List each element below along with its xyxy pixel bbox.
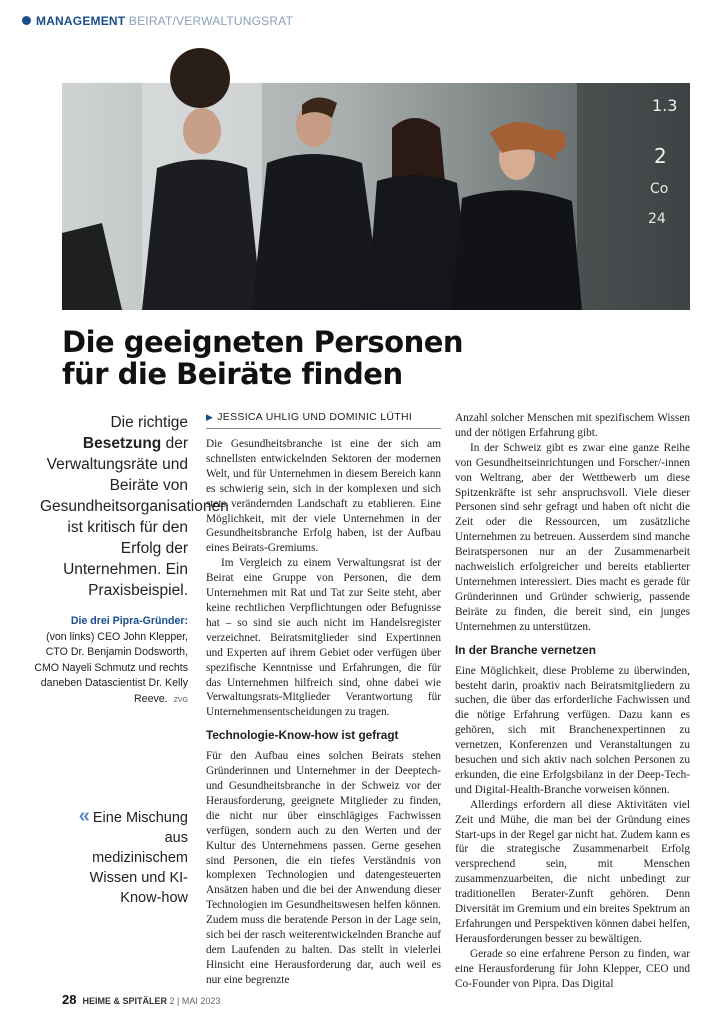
caption-credit: ZVG bbox=[173, 696, 188, 704]
text-column-1 bbox=[206, 437, 441, 986]
photo-caption bbox=[30, 614, 188, 708]
text-column-2 bbox=[455, 411, 690, 990]
magazine-name: HEIME & SPITÄLER bbox=[82, 996, 167, 1006]
subheading: Technologie-Know-how ist gefragt bbox=[206, 728, 399, 743]
board-text-2: 2 bbox=[654, 144, 667, 168]
lead-part-2: der Verwaltungsräte und Beiräte von Gesundheitsorganisationen ist kritisch für den Erfolg der Unternehmen. Ein Praxisbeispiel. bbox=[40, 435, 229, 599]
quote-text: Eine Mischung aus medizinischem Wissen und KI-Know-how bbox=[89, 810, 188, 906]
caption-title: Die drei Pipra-Gründer: bbox=[70, 615, 188, 627]
paragraph: Eine Möglichkeit, diese Probleme zu überwinden, besteht darin, proaktiv nach Beiratsmitgliedern zu suchen, die über das erforderliche Fachwissen und die nötige Erfahrung verfügen. Dazu kann es gehören, sich mit Branchenexpertinnen zu vernetzen, Konferenzen und Veranstaltungen zu besuchen und sich aktiv nach solchen Personen zu erkunden, die eine Erfolgsbilanz in der Deep-Tech- und Digital-Health-Branche vorweisen können. bbox=[455, 664, 690, 796]
article-photo bbox=[62, 83, 690, 310]
subheading: In der Branche vernetzen bbox=[455, 642, 596, 657]
section-name: MANAGEMENT bbox=[36, 14, 126, 28]
article-title bbox=[62, 326, 702, 390]
quote-mark-icon: « bbox=[78, 805, 90, 827]
board-text-1: 1.3 bbox=[652, 96, 678, 115]
paragraph: Im Vergleich zu einem Verwaltungsrat ist der Beirat eine Gruppe von Personen, die dem Unternehmen mit Rat und Tat zur Seite steht, aber keine rechtlichen Verpflichtungen oder Befugnisse hat – so sind sie auch nicht im Handelsregister verzeichnet. Beiratsmitglieder sind Expertinnen und Experten auf ihrem Gebiet oder verfügen über spezifische Kenntnisse und Erfahrungen, die für das Unternehmen hilfreich sind, ohne dabei wie Verwaltungsrats-Mitglieder Verantwortung für Unternehmensentscheidungen zu tragen. bbox=[206, 557, 441, 719]
paragraph: Anzahl solcher Menschen mit spezifischem Wissen und der nötigen Erfahrung gibt. bbox=[455, 412, 690, 439]
title-line-2: für die Beiräte finden bbox=[62, 357, 403, 391]
lead-bold: Besetzung bbox=[82, 435, 162, 452]
byline bbox=[206, 411, 412, 423]
pull-quote bbox=[70, 806, 188, 908]
paragraph: Gerade so eine erfahrene Person zu finden, war eine Herausforderung für John Klepper, CEO und Co-Founder von Pipra. Das Digital bbox=[455, 947, 690, 990]
paragraph: In der Schweiz gibt es zwar eine ganze Reihe von Gesundheitseinrichtungen und Forscher/-innen von Weltrang, aber der Wettbewerb um diese Spitzenkräfte ist sehr anspruchsvoll. Viele dieser Personen sind sehr gefragt und haben oft nicht die Zeit oder die Ressourcen, um zusätzliche Unternehmen zu betreuen. Ausserdem sind manche Beiratspersonen nur an der Zusammenarbeit nachweislich erfolgreicher und bereits etablierter Unternehmen interessiert. Dies macht es gerade für Gründerinnen und Gründer schwierig, passende Beiräte zu finden, die bereit sind, ein junges Unternehmen zu unterstützen. bbox=[455, 441, 690, 633]
byline-arrow-icon: ▶ bbox=[206, 412, 214, 422]
byline-divider bbox=[206, 428, 441, 429]
section-dot-icon bbox=[22, 16, 31, 25]
paragraph: Allerdings erfordern all diese Aktivitäten viel Zeit und Mühe, die man bei der Gründung eines Start-ups in der Regel gar nicht hat. Zudem kann es für die strategische Zusammenarbeit Erfolg versprechend sein, mit Menschen zusammenzuarbeiten, die nicht unbedingt zur traditionellen Berater-Zunft gehören. Denn Diversität im Gremium und ein breites Spektrum an Erfahrungen und Perspektiven können dabei helfen, Herausforderungen besser zu bewältigen. bbox=[455, 798, 690, 945]
title-line-1: Die geeigneten Personen bbox=[62, 325, 464, 359]
paragraph: Die Gesundheitsbranche ist eine der sich am schnellsten entwickelnden Sektoren der modernen Welt, und für Unternehmen in diesem Bereich kann es schwierig sein, sich in der komplexen und sich stets verändernden Landschaft zu etablieren. Eine Möglichkeit, mit der viele Unternehmen in der Gesundheitsbranche Erfolg haben, ist der Aufbau eines Beirats-Gremiums. bbox=[206, 438, 441, 555]
paragraph: Für den Aufbau eines solchen Beirats stehen Gründerinnen und Unternehmer in der Deeptech- und Gesundheitsbranche in der Schweiz vor der Herausforderung, geeignete Mitglieder zu finden, die nicht nur über einschlägiges Fachwissen verfügen, sondern auch zu den Werten und der Kultur des Unternehmens passen. Gerne gesehen sind Personen, die ein tiefes Verständnis von komplexen Technologien und datengesteuerten Ansätzen haben und die bei der Anwendung dieser Technologien im Gesundheitswesen helfen können. Zudem muss die beratende Person in der Lage sein, sich bei der rasch weiterentwickelnden Branche auf dem Laufenden zu halten. Das stellt in vielerlei Hinsicht eine Herausforderung dar, auch weil es nur eine begrenzte bbox=[206, 750, 441, 986]
caption-text: (von links) CEO John Klepper, CTO Dr. Benjamin Dodsworth, CMO Nayeli Schmutz und rechts daneben Datascientist Dr. Kelly Reeve. bbox=[34, 630, 188, 705]
page-footer bbox=[62, 992, 220, 1007]
byline-authors: JESSICA UHLIG UND DOMINIC LÜTHI bbox=[217, 411, 413, 423]
article-lead bbox=[40, 412, 229, 601]
board-text-3: Co bbox=[650, 181, 669, 197]
issue-info: 2 | MAI 2023 bbox=[169, 996, 221, 1006]
section-header bbox=[22, 14, 293, 28]
board-text-4: 24 bbox=[648, 211, 666, 227]
subsection-name: BEIRAT/VERWALTUNGSRAT bbox=[128, 14, 294, 28]
page-number: 28 bbox=[62, 992, 77, 1007]
lead-part-1: Die richtige bbox=[110, 414, 188, 431]
